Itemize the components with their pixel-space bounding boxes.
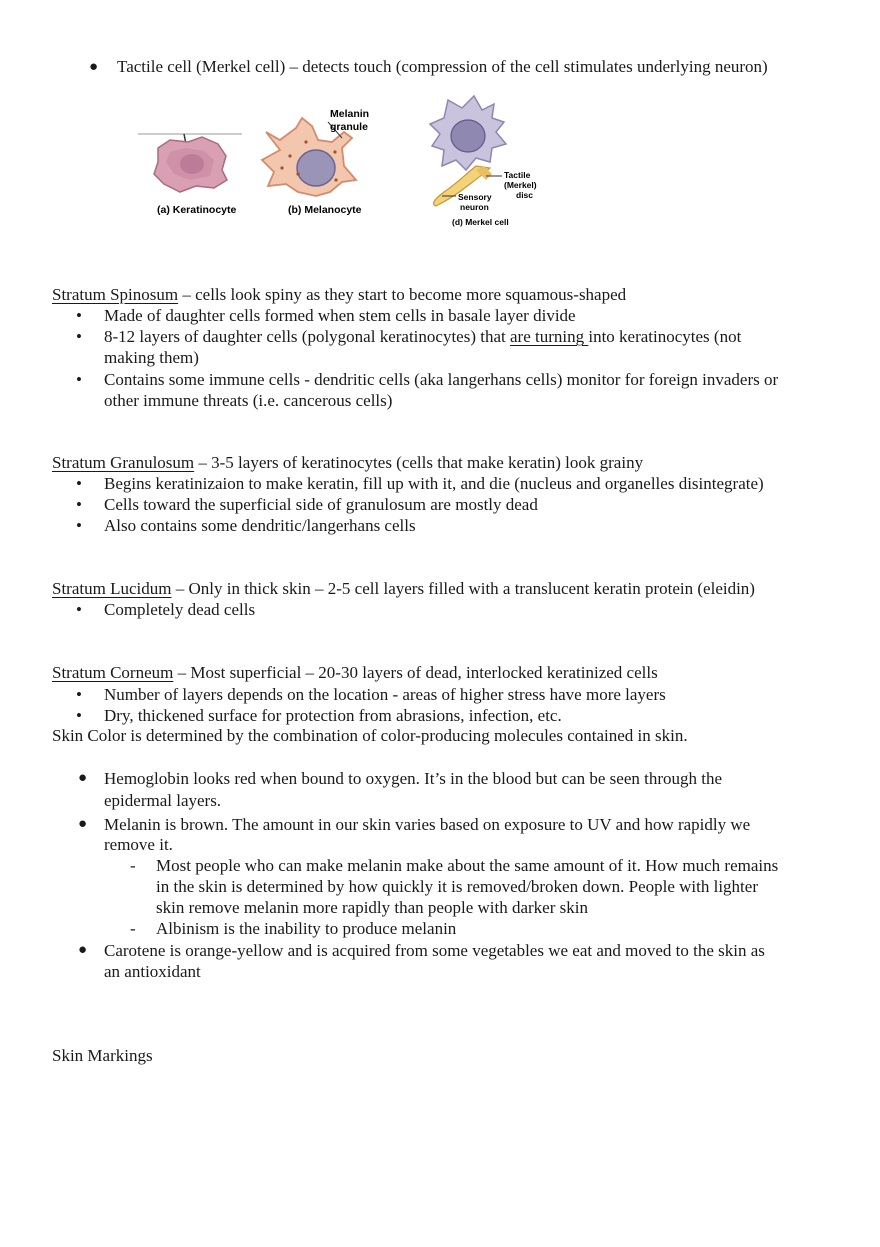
melanin-bullet-continued: remove it. xyxy=(104,835,173,854)
melanocyte-label: (b) Melanocyte xyxy=(288,204,362,216)
square-bullet: • xyxy=(76,495,82,514)
square-bullet: • xyxy=(76,474,82,493)
lucidum-title: Stratum Lucidum xyxy=(52,579,172,598)
tactile-label-line3: disc xyxy=(516,190,534,200)
melanin-sub-bullet-1-line2: in the skin is determined by how quickly it is removed/broken down. People with lighter xyxy=(156,877,758,896)
square-bullet: • xyxy=(76,327,82,346)
spinosum-bullet-2-text-b: into keratinocytes (not xyxy=(588,327,742,346)
merkel-cell xyxy=(430,96,506,206)
spinosum-title: Stratum Spinosum xyxy=(52,285,179,304)
hemoglobin-bullet: Hemoglobin looks red when bound to oxygen. It’s in the blood but can be seen through the xyxy=(104,769,723,788)
square-bullet: • xyxy=(76,306,82,325)
spinosum-bullet-2-continued: making them) xyxy=(104,348,199,367)
corneum-intro: – Most superficial – 20-30 layers of dead, interlocked keratinized cells xyxy=(177,663,658,682)
round-bullet: ● xyxy=(89,59,99,75)
lucidum-intro: – Only in thick skin – 2-5 cell layers filled with a translucent keratin protein (eleidin) xyxy=(175,579,755,598)
spinosum-intro: – cells look spiny as they start to become more squamous-shaped xyxy=(182,285,627,304)
keratinocyte-label: (a) Keratinocyte xyxy=(157,204,237,216)
corneum-heading xyxy=(52,662,658,683)
dash-bullet: - xyxy=(130,856,136,875)
spinosum-heading xyxy=(52,284,626,305)
tactile-label-line1: Tactile xyxy=(504,170,531,180)
sensory-label-line1: Sensory xyxy=(458,192,492,202)
corneum-title: Stratum Corneum xyxy=(52,663,174,682)
square-bullet: • xyxy=(76,600,82,619)
epidermal-cells-figure xyxy=(130,88,550,238)
square-bullet: • xyxy=(76,370,82,389)
granulosum-bullet-2: Cells toward the superficial side of granulosum are mostly dead xyxy=(104,495,538,514)
melanin-sub-bullet-2: Albinism is the inability to produce melanin xyxy=(156,919,457,938)
sensory-label-line2: neuron xyxy=(460,202,489,212)
melanin-label-line1: Melanin xyxy=(330,108,370,120)
spinosum-bullet-1: Made of daughter cells formed when stem cells in basale layer divide xyxy=(104,306,576,325)
melanin-bullet: Melanin is brown. The amount in our skin varies based on exposure to UV and how rapidly we xyxy=(104,815,751,834)
lucidum-heading xyxy=(52,578,755,599)
square-bullet: • xyxy=(76,706,82,725)
round-bullet: ● xyxy=(78,770,88,786)
corneum-bullet-2: Dry, thickened surface for protection from abrasions, infection, etc. xyxy=(104,706,562,725)
square-bullet: • xyxy=(76,685,82,704)
round-bullet: ● xyxy=(78,816,88,832)
dash-bullet: - xyxy=(130,919,136,938)
melanin-label-line2: granule xyxy=(330,121,368,133)
corneum-bullet-1: Number of layers depends on the location - areas of higher stress have more layers xyxy=(104,685,666,704)
hemoglobin-bullet-continued: epidermal layers. xyxy=(104,791,222,810)
granulosum-bullet-3: Also contains some dendritic/langerhans cells xyxy=(104,516,416,535)
melanin-sub-bullet-1: Most people who can make melanin make about the same amount of it. How much remains xyxy=(156,856,779,875)
spinosum-bullet-2-underlined: are turning xyxy=(509,327,589,346)
spinosum-bullet-3: Contains some immune cells - dendritic cells (aka langerhans cells) monitor for foreign invaders or xyxy=(104,370,779,389)
skin-color-intro: Skin Color is determined by the combination of color-producing molecules contained in skin. xyxy=(52,726,688,745)
merkel-label: (d) Merkel cell xyxy=(452,217,509,227)
granulosum-intro: – 3-5 layers of keratinocytes (cells that make keratin) look grainy xyxy=(198,453,644,472)
granulosum-title: Stratum Granulosum xyxy=(52,453,195,472)
granulosum-heading xyxy=(52,452,643,473)
tactile-label-line2: (Merkel) xyxy=(504,180,537,190)
round-bullet: ● xyxy=(78,942,88,958)
carotene-bullet: Carotene is orange-yellow and is acquired from some vegetables we eat and moved to the skin as xyxy=(104,941,765,960)
spinosum-bullet-2 xyxy=(104,326,741,347)
melanin-sub-bullet-1-line3: skin remove melanin more rapidly than people with darker skin xyxy=(156,898,588,917)
spinosum-bullet-3-continued: other immune threats (i.e. cancerous cells) xyxy=(104,391,393,410)
tactile-cell-bullet: Tactile cell (Merkel cell) – detects touch (compression of the cell stimulates underlying neuron) xyxy=(117,57,768,76)
spinosum-bullet-2-text-a: 8-12 layers of daughter cells (polygonal keratinocytes) that xyxy=(104,327,510,346)
carotene-bullet-continued: an antioxidant xyxy=(104,962,201,981)
square-bullet: • xyxy=(76,516,82,535)
keratinocyte-cell xyxy=(154,137,227,192)
granulosum-bullet-1: Begins keratinizaion to make keratin, fill up with it, and die (nucleus and organelles disintegrate) xyxy=(104,474,764,493)
lucidum-bullet-1: Completely dead cells xyxy=(104,600,256,619)
skin-markings-heading: Skin Markings xyxy=(52,1046,153,1065)
